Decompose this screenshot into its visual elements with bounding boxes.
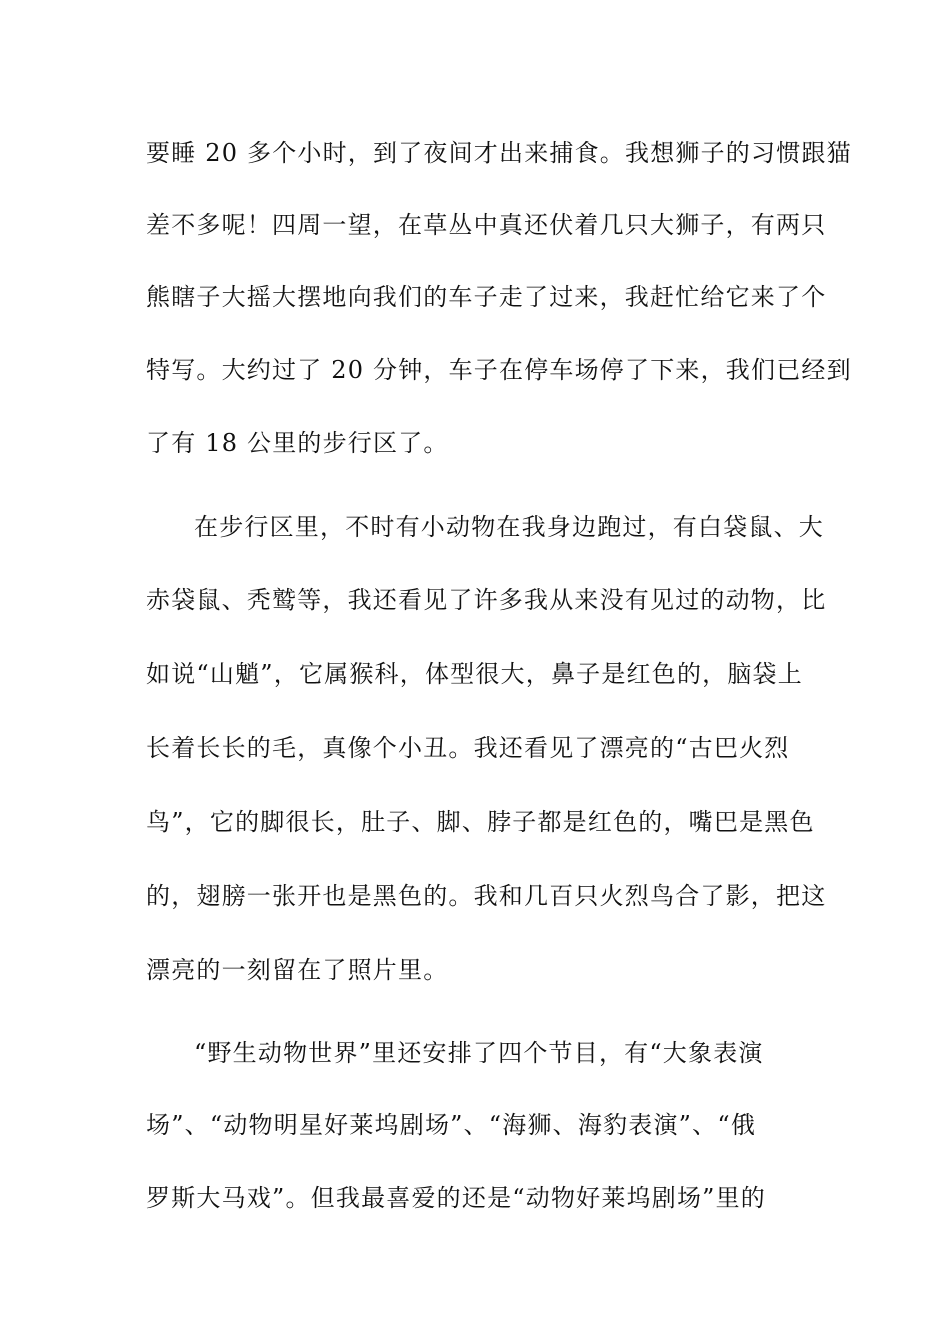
text-line: 鸟”，它的脚很长，肚子、脚、脖子都是红色的，嘴巴是黑色 — [146, 808, 815, 836]
text-line: 赤袋鼠、秃鹫等，我还看见了许多我从来没有见过的动物，比 — [146, 586, 827, 614]
paragraph-first-line: “野生动物世界”里还安排了四个节目，有“大象表演 — [194, 1039, 764, 1067]
text-line: 了有 18 公里的步行区了。 — [146, 429, 449, 457]
text-line: 要睡 20 多个小时，到了夜间才出来捕食。我想狮子的习惯跟猫 — [146, 139, 852, 167]
text-line: 罗斯大马戏”。但我最喜爱的还是“动物好莱坞剧场”里的 — [146, 1184, 767, 1212]
text-line: 漂亮的一刻留在了照片里。 — [146, 956, 449, 984]
text-line: 如说“山魈”，它属猴科，体型很大，鼻子是红色的，脑袋上 — [146, 660, 803, 688]
paragraph-first-line: 在步行区里，不时有小动物在我身边跑过，有白袋鼠、大 — [194, 513, 824, 541]
text-line: 的，翅膀一张开也是黑色的。我和几百只火烈鸟合了影，把这 — [146, 882, 827, 910]
text-line: 差不多呢！四周一望，在草丛中真还伏着几只大狮子，有两只 — [146, 211, 827, 239]
text-line: 长着长长的毛，真像个小丑。我还看见了漂亮的“古巴火烈 — [146, 734, 790, 762]
text-line: 特写。大约过了 20 分钟，车子在停车场停了下来，我们已经到 — [146, 356, 852, 384]
text-line: 场”、“动物明星好莱坞剧场”、“海狮、海豹表演”、“俄 — [146, 1111, 757, 1139]
text-line: 熊瞎子大摇大摆地向我们的车子走了过来，我赶忙给它来了个 — [146, 283, 827, 311]
